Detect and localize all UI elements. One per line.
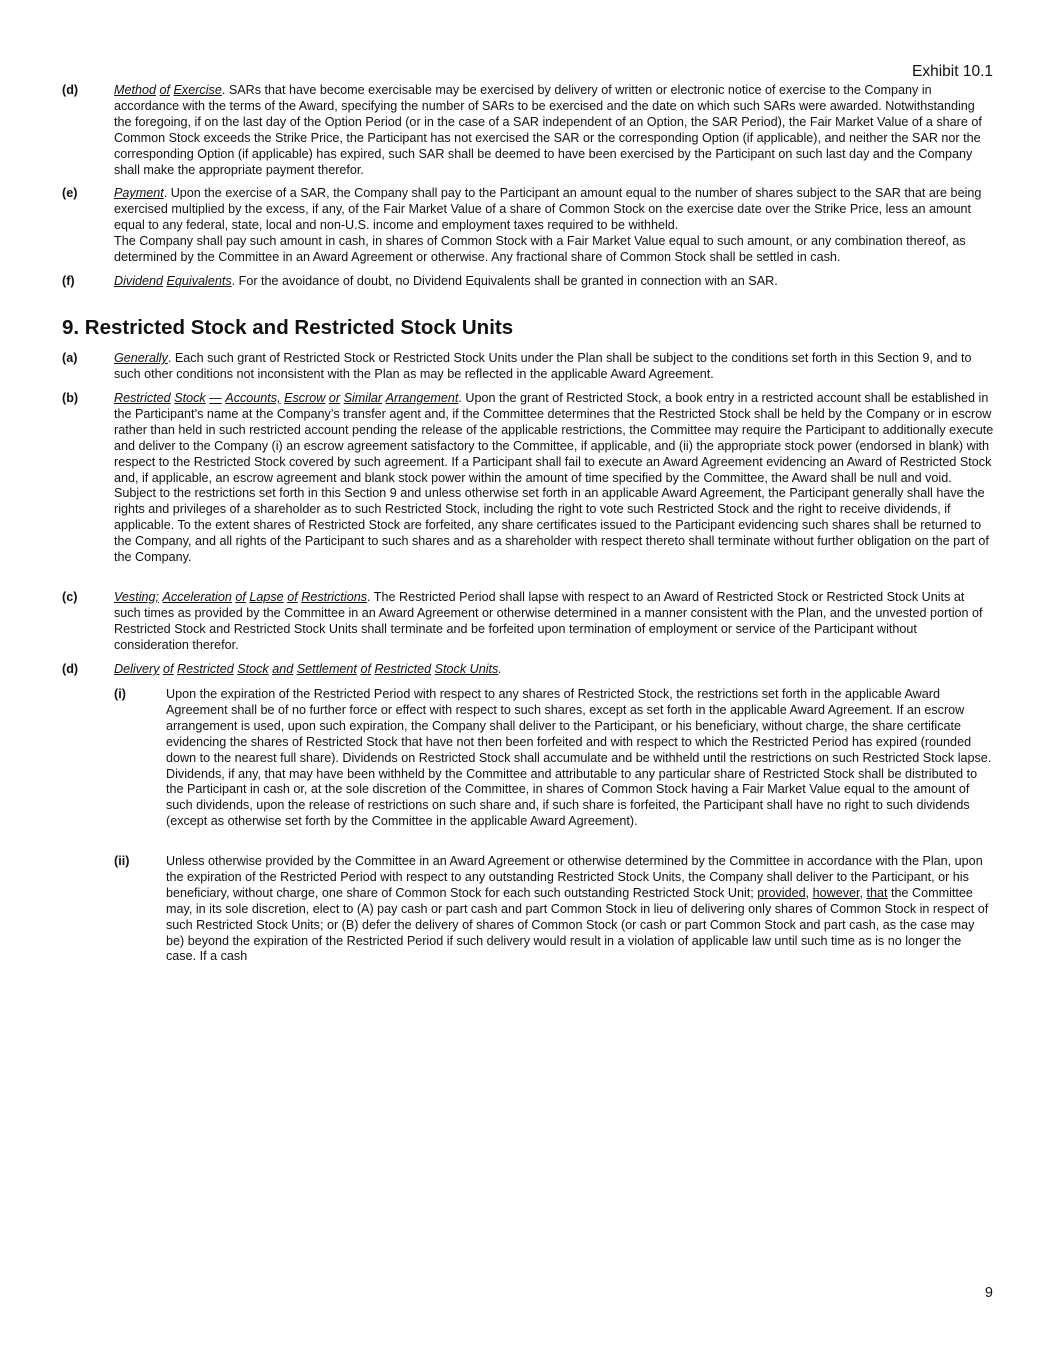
- section-9d-ii: [114, 854, 994, 965]
- section-9c: [62, 590, 994, 654]
- item-title-word: of: [287, 590, 298, 604]
- item-label: (a): [62, 351, 78, 365]
- section-8f: [62, 274, 994, 290]
- item-title-word: Restricted: [114, 391, 171, 405]
- item-title-word: and: [272, 662, 294, 676]
- item-title-word: Lapse: [249, 590, 284, 604]
- item-label: (e): [62, 186, 78, 200]
- subitem-text: the Committee may, in its sole discretion, elect to (A) pay cash or part cash and part Common Stock in lieu of delivering only shares of Common Stock in respect of such Restricted Stock Units; or (B) defer the delivery of shares of Common Stock (or cash or part Common Stock and part cash, as the case may be) beyond the expiration of the Restricted Period if such delivery would result in a violation of applicable law until such time as is no longer the case. If a cash: [166, 885, 989, 964]
- item-title-word: Method: [114, 83, 157, 97]
- item-label: (d): [62, 83, 79, 97]
- item-title: Generally: [114, 351, 168, 365]
- item-title-word: Stock: [174, 391, 206, 405]
- item-title-word: Stock: [237, 662, 269, 676]
- item-title-word: Accounts,: [225, 391, 281, 405]
- item-text: . Upon the grant of Restricted Stock, a book entry in a restricted account shall be established in the Participant’s name at the Company’s transfer agent and, if the Committee determines that the Restricted Stock shall be held by the Company or in escrow rather than held in such restricted account pending the release of the applicable restrictions, the Committee may require the Participant to additionally execute and deliver to the Company (i) an escrow agreement satisfactory to the Committee, if applicable, and (ii) the appropriate stock power (endorsed in blank) with respect to the Restricted Stock covered by such agreement. If a Participant shall fail to execute an Award Agreement evidencing an Award of Restricted Stock and, if applicable, an escrow agreement and blank stock power within the amount of time specified by the Committee, the Award shall be null and void. Subject to the restrictions set forth in this Section 9 and unless otherwise set forth in an applicable Award Agreement, the Participant generally shall have the rights and privileges of a shareholder as to such Restricted Stock, including the right to vote such Restricted Stock and the right to receive dividends, if applicable. To the extent shares of Restricted Stock are forfeited, any share certificates issued to the Participant evidencing such shares shall be returned to the Company, and all rights of the Participant to such shares and as a shareholder with respect thereto shall terminate without further obligation on the part of the Company.: [114, 391, 994, 565]
- item-label: (c): [62, 590, 78, 604]
- item-text: . Each such grant of Restricted Stock or Restricted Stock Units under the Plan shall be subject to the conditions set forth in this Section 9, and to such other conditions not inconsistent with the Plan as may be reflected in the applicable Award Agreement.: [114, 351, 972, 381]
- item-title-word: Settlement: [296, 662, 357, 676]
- item-title-word: Restricted: [374, 662, 432, 676]
- item-title-word: of: [235, 590, 246, 604]
- item-title-word: Similar: [343, 391, 383, 405]
- item-text: The Company shall pay such amount in cash, in shares of Common Stock with a Fair Market Value equal to such amount, or any combination thereof, as determined by the Committee in an Award Agreement or otherwise. Any fractional share of Common Stock shall be settled in cash.: [114, 233, 966, 264]
- section-8d: [62, 83, 994, 178]
- term-provided: provided: [757, 885, 806, 900]
- subitem-text: Upon the expiration of the Restricted Period with respect to any shares of Restricted Stock, the restrictions set forth in the applicable Award Agreement shall be of no further force or effect with respect to such shares, except as set forth in the applicable Award Agreement. If an escrow arrangement is used, upon such expiration, the Company shall deliver to the Participant, or his beneficiary, without charge, the share certificate evidencing the shares of Restricted Stock that have not then been forfeited and with respect to which the Restricted Period has expired (rounded down to the nearest full share). Dividends on Restricted Stock shall accumulate and be withheld until the restrictions on such Restricted Stock lapse. Dividends, if any, that may have been withheld by the Committee and attributable to any particular share of Restricted Stock shall be distributed to the Participant in cash or, at the sole discretion of the Committee, in shares of Common Stock having a Fair Market Value equal to the amount of such dividends, upon the release of restrictions on such share and, if such share is forfeited, the Participant shall have no right to such dividends (except as otherwise set forth by the Committee in the applicable Award Agreement).: [166, 687, 992, 829]
- item-text: . The Restricted Period shall lapse with respect to an Award of Restricted Stock or Restricted Stock Units at such times as provided by the Committee in an Award Agreement or otherwise determined in a manner consistent with the Plan, and the unvested portion of Restricted Stock and Restricted Stock Units shall terminate and be forfeited upon termination of employment or service of the Participant without consideration therefor.: [114, 590, 983, 652]
- item-text: . Upon the exercise of a SAR, the Company shall pay to the Participant an amount equal to the number of shares subject to the SAR that are being exercised multiplied by the excess, if any, of the Fair Market Value of a share of Common Stock on the exercise date over the Strike Price, less an amount equal to any federal, state, local and non-U.S. income and employment taxes required to be withheld.: [114, 186, 982, 232]
- item-title-word: Exercise: [173, 83, 222, 97]
- section-8e: [62, 186, 994, 266]
- subitem-text: Unless otherwise provided by the Committee in an Award Agreement or otherwise determined by the Committee in accordance with the Plan, upon the expiration of the Restricted Period with respect to any outstanding Restricted Stock Units, the Company shall deliver to the Participant, or his beneficiary, without charge, one share of Common Stock for each such outstanding Restricted Stock Unit;: [166, 854, 983, 900]
- section-9b: [62, 391, 994, 566]
- separator: ,: [805, 885, 813, 900]
- section-9d: [62, 662, 994, 678]
- item-title-word: Restricted: [177, 662, 234, 676]
- item-title-word: Restrictions: [301, 590, 368, 604]
- term-that: that: [866, 885, 888, 900]
- item-title-word: Arrangement: [385, 391, 459, 405]
- term-however: however: [812, 885, 860, 900]
- item-title-word: Stock Units: [434, 662, 499, 676]
- section-9d-i: [114, 687, 994, 830]
- subitem-label: (i): [114, 687, 126, 701]
- item-label: (f): [62, 274, 75, 288]
- item-title-word: Escrow: [284, 391, 326, 405]
- item-title-word: Vesting;: [114, 590, 160, 604]
- subitem-label: (ii): [114, 854, 130, 868]
- item-text: . SARs that have become exercisable may be exercised by delivery of written or electronic notice of exercise to the Company in accordance with the terms of the Award, specifying the number of SARs to be exercised and the date on which such SARs were awarded. Notwithstanding the foregoing, if on the last day of the Option Period (or in the case of a SAR independent of an Option, the SAR Period), the Fair Market Value of a share of Common Stock exceeds the Strike Price, the Participant has not exercised the SAR or the corresponding Option (if applicable), and neither the SAR nor the corresponding Option (if applicable) has expired, such SAR shall be deemed to have been exercised by the Participant on such last day and the Company shall make the appropriate payment therefor.: [114, 83, 982, 177]
- item-title-word: or: [328, 391, 341, 405]
- item-title-word: of: [163, 662, 174, 676]
- item-title-word: Delivery: [114, 662, 160, 676]
- item-title-end: .: [498, 662, 502, 676]
- item-title-word: Equivalents: [166, 274, 232, 288]
- item-label: (d): [62, 662, 79, 676]
- item-title-word: of: [159, 83, 171, 97]
- separator: ,: [859, 885, 867, 900]
- item-title: Payment: [114, 186, 164, 200]
- item-label: (b): [62, 391, 79, 405]
- item-title-word: —: [209, 391, 222, 405]
- item-title-word: Acceleration: [162, 590, 232, 604]
- exhibit-label: Exhibit 10.1: [912, 63, 993, 80]
- item-text: . For the avoidance of doubt, no Dividend Equivalents shall be granted in connection with an SAR.: [231, 274, 778, 288]
- item-title-word: Dividend: [114, 274, 164, 288]
- section-heading: 9. Restricted Stock and Restricted Stock Units: [62, 316, 514, 339]
- page-number: 9: [984, 1285, 993, 1301]
- item-title-word: of: [360, 662, 371, 676]
- section-9a: [62, 351, 994, 383]
